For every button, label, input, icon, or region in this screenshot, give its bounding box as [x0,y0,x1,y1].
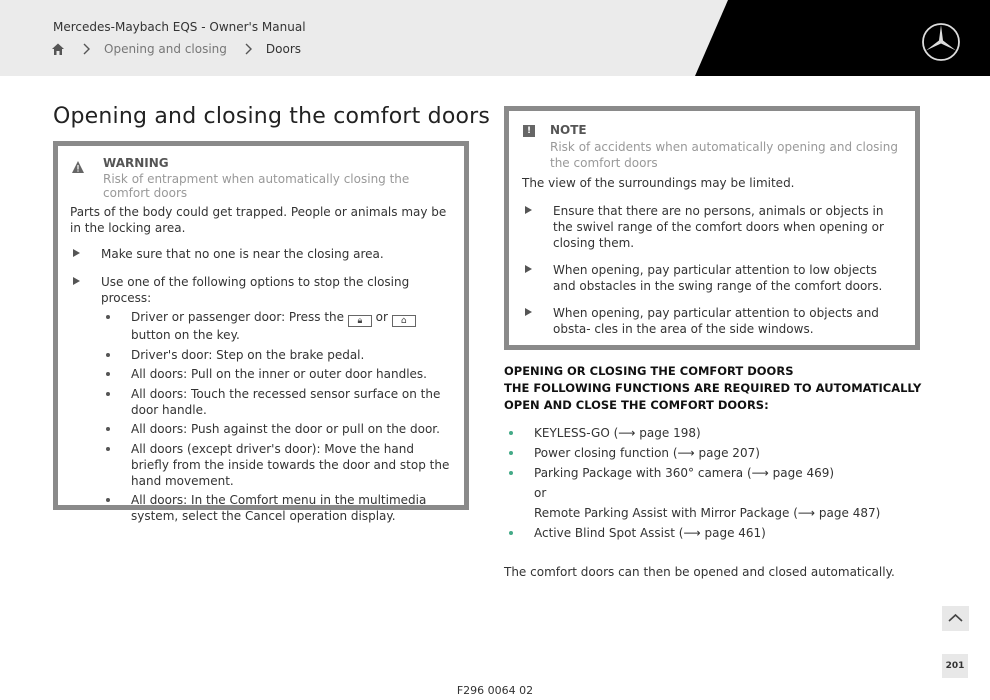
page-number-badge[interactable]: 201 [942,654,968,678]
bullet-icon [106,392,110,396]
note-heading: NOTE [550,123,587,137]
chevron-up-icon [942,606,969,631]
arrow-bullet-icon [525,206,532,214]
breadcrumb [51,42,301,56]
warning-step: Make sure that no one is near the closing area. [70,246,450,262]
stop-options-list [101,309,450,524]
list-item: All doors: Pull on the inner or outer door handles. [101,366,450,382]
warning-step: Use one of the following options to stop the closing process: Driver or passenger door: Press the 🔒︎ or ⌂button on the key. Driver's door: Step on the brake pedal. All doors: Pull on the inner or outer door handles. All doors: Touch the recessed sensor surface on the door handle. All doors: Push against the door or pull on the door. All doors (except driver's door): Move the hand briefly from the inside towards the door and stop the hand movement. All doors: In the Comfort menu in the multimedia system, select the Cancel operation display. [70,274,450,524]
bullet-icon [509,531,513,535]
note-box [504,106,920,350]
list-item: Driver's door: Step on the brake pedal. [101,347,450,363]
alt-requirement[interactable]: Remote Parking Assist with Mirror Package (⟶ page 487) [534,506,881,520]
section-title: OPENING OR CLOSING THE COMFORT DOORS [504,364,794,378]
arrow-bullet-icon [525,265,532,273]
bullet-icon [106,447,110,451]
bullet-icon [106,315,110,319]
list-item: All doors: Push against the door or pull on the door. [101,421,450,437]
list-item: All doors: Touch the recessed sensor surface on the door handle. [101,386,450,418]
note-text: The view of the surroundings may be limited. [522,176,795,190]
list-item: All doors: In the Comfort menu in the multimedia system, select the Cancel operation display. [101,492,450,524]
section-subtitle: THE FOLLOWING FUNCTIONS ARE REQUIRED TO AUTOMATICALLY OPEN AND CLOSE THE COMFORT DOORS: [504,381,922,412]
footer-image-code: F296 0064 02 [456,684,534,697]
warning-text: Parts of the body could get trapped. People or animals may be in the locking area. [70,205,447,235]
list-item[interactable]: KEYLESS-GO (⟶ page 198) [504,425,924,441]
arrow-bullet-icon [525,308,532,316]
mercedes-star-logo [921,22,961,62]
note-subheading: Risk of accidents when automatically opening and closing the comfort doors [550,140,898,170]
scroll-to-top-button[interactable] [942,606,969,631]
warning-subheading: Risk of entrapment when automatically closing the comfort doors [103,172,410,200]
warning-triangle-icon [71,160,85,174]
or-separator: or [534,486,547,500]
list-item: All doors (except driver's door): Move the hand briefly from the inside towards the door and stop the hand movement. [101,441,450,489]
list-item[interactable]: Active Blind Spot Assist (⟶ page 461) [504,525,924,541]
page-title: Opening and closing the comfort doors [53,104,491,129]
note-exclamation-icon: ! [523,125,535,137]
final-text: The comfort doors can then be opened and closed automatically. [504,565,895,579]
home-icon[interactable] [51,42,65,56]
list-item: Driver or passenger door: Press the 🔒︎ or ⌂button on the key. [101,309,450,343]
breadcrumb-doors: Doors [265,42,302,56]
list-item[interactable]: Power closing function (⟶ page 207) [504,445,924,461]
bullet-icon [106,427,110,431]
key-door-button-icon: ⌂ [392,315,416,327]
breadcrumb-opening-closing[interactable]: Opening and closing [104,42,227,56]
note-step: When opening, pay particular attention to low objects and obstacles in the swing range of the comfort doors. [522,262,901,294]
bullet-icon [509,451,513,455]
list-item[interactable]: Parking Package with 360° camera (⟶ page 469) [504,465,924,481]
bullet-icon [106,498,110,502]
warning-steps [70,246,450,524]
manual-title: Mercedes-Maybach EQS - Owner's Manual [53,20,306,34]
chevron-right-icon [81,42,91,56]
bullet-icon [106,372,110,376]
note-steps [522,203,901,337]
warning-heading: WARNING [103,156,169,170]
bullet-icon [106,353,110,357]
section-heading [504,363,924,414]
requirements-list [504,425,924,545]
bullet-icon [509,431,513,435]
bullet-icon [509,471,513,475]
warning-box [53,141,469,523]
arrow-bullet-icon [73,277,80,285]
note-step: When opening, pay particular attention to objects and obsta- cles in the area of the side windows. [522,305,901,337]
key-unlock-button-icon: 🔒︎ [348,315,372,327]
arrow-bullet-icon [73,249,80,257]
note-step: Ensure that there are no persons, animals or objects in the swivel range of the comfort doors when opening or closing them. [522,203,901,251]
chevron-right-icon [243,42,253,56]
